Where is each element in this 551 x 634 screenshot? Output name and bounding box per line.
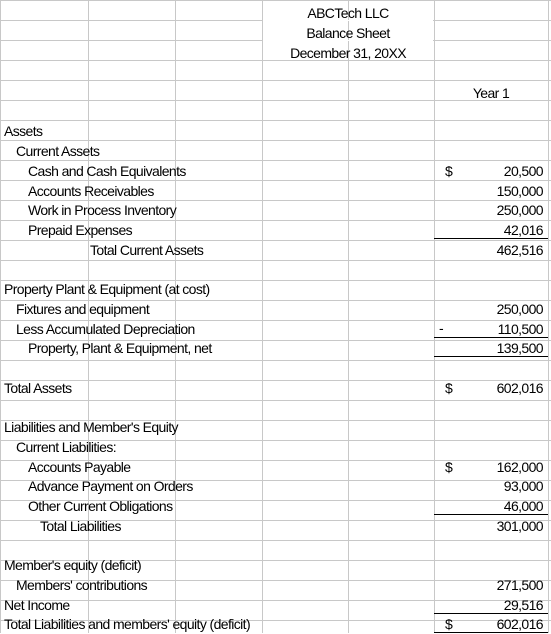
fixtures-value: 250,000: [496, 301, 543, 317]
total-current-assets-label: Total Current Assets: [90, 242, 204, 258]
total-assets-label: Total Assets: [4, 380, 72, 396]
ppe-net-value: 139,500: [496, 340, 543, 356]
wip-inventory-label: Work in Process Inventory: [28, 202, 177, 218]
total-liabilities-equity-label: Total Liabilities and members' equity (deficit): [4, 616, 251, 632]
receivables-label: Accounts Receivables: [28, 183, 154, 199]
net-income-value: 29,516: [503, 597, 543, 613]
other-obligations-value: 46,000: [503, 498, 543, 514]
members-contributions-label: Members' contributions: [16, 577, 148, 593]
current-liabilities-heading: Current Liabilities:: [16, 439, 117, 455]
grid-line: [262, 0, 263, 633]
members-contributions-value: 271,500: [496, 577, 543, 593]
total-liabilities-label: Total Liabilities: [40, 518, 121, 534]
grid-line: [348, 0, 349, 633]
other-obligations-label: Other Current Obligations: [28, 498, 173, 514]
currency-sign: $: [445, 380, 453, 396]
currency-sign: $: [445, 616, 453, 632]
statement-title: Balance Sheet: [306, 25, 390, 41]
cash-value: 20,500: [503, 163, 543, 179]
accounts-payable-value: 162,000: [496, 459, 543, 475]
accumulated-depreciation-label: Less Accumulated Depreciation: [16, 321, 195, 337]
grid-line: [0, 0, 1, 633]
prepaid-value: 42,016: [503, 222, 543, 238]
total-underline: [434, 356, 548, 357]
column-header-year-1: Year 1: [472, 85, 510, 101]
ppe-net-label: Property, Plant & Equipment, net: [28, 340, 212, 356]
total-liabilities-value: 301,000: [496, 518, 543, 534]
currency-sign: $: [445, 163, 453, 179]
net-income-label: Net Income: [4, 597, 70, 613]
assets-heading: Assets: [4, 123, 43, 139]
current-assets-heading: Current Assets: [16, 143, 100, 159]
subtotal-underline: [434, 514, 548, 515]
minus-sign: -: [439, 320, 444, 336]
advance-payment-label: Advance Payment on Orders: [28, 478, 193, 494]
grid-line: [0, 0, 551, 1]
grid-line: [0, 120, 551, 121]
total-current-assets-value: 462,516: [496, 242, 543, 258]
cash-label: Cash and Cash Equivalents: [28, 163, 186, 179]
total-assets-value: 602,016: [496, 380, 543, 396]
subtotal-underline: [434, 238, 548, 239]
liabilities-heading: Liabilities and Member's Equity: [4, 419, 178, 435]
prepaid-label: Prepaid Expenses: [28, 222, 133, 238]
fixtures-label: Fixtures and equipment: [16, 301, 150, 317]
currency-sign: $: [445, 459, 453, 475]
grid-line: [0, 260, 551, 261]
members-equity-heading: Member's equity (deficit): [4, 557, 142, 573]
grid-line: [0, 540, 551, 541]
grid-line: [175, 0, 176, 633]
company-name: ABCTech LLC: [307, 5, 389, 21]
grid-line: [0, 360, 551, 361]
wip-inventory-value: 250,000: [496, 202, 543, 218]
ppe-heading: Property Plant & Equipment (at cost): [4, 281, 210, 297]
grid-line: [548, 0, 549, 633]
accumulated-depreciation-value: 110,500: [497, 321, 543, 337]
grid-line: [0, 400, 551, 401]
receivables-value: 150,000: [496, 183, 543, 199]
statement-date: December 31, 20XX: [290, 45, 406, 61]
advance-payment-value: 93,000: [503, 478, 543, 494]
total-liabilities-equity-value: 602,016: [496, 616, 543, 632]
grid-line: [0, 80, 551, 81]
accounts-payable-label: Accounts Payable: [28, 459, 131, 475]
